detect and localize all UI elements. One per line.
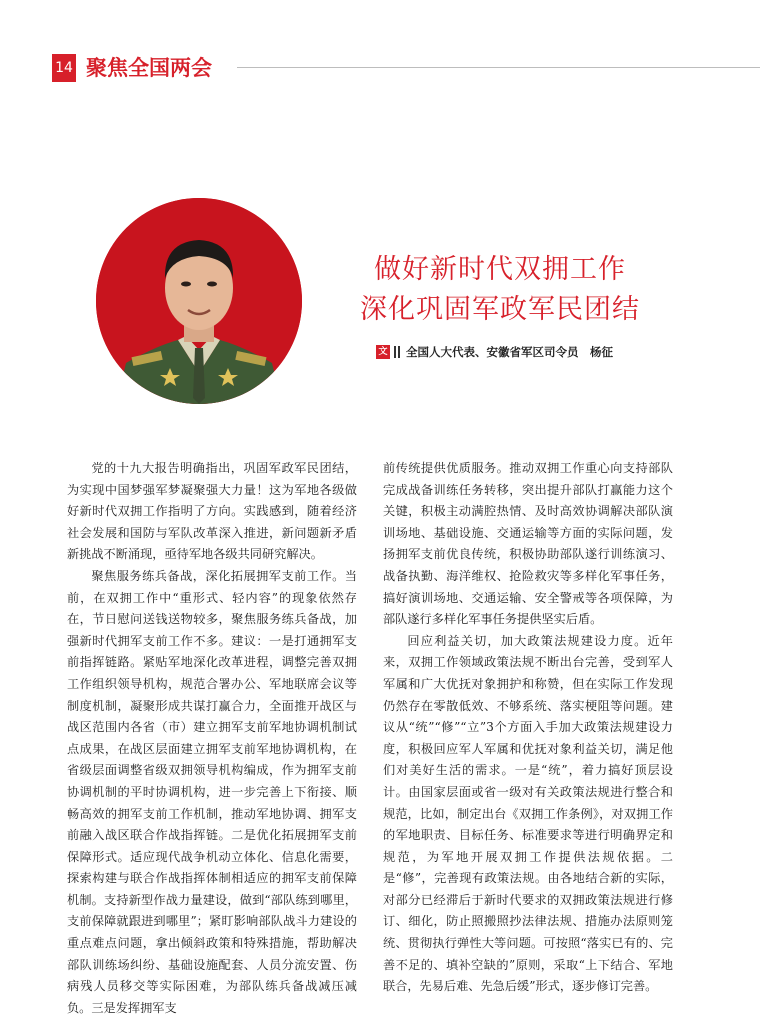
article-column-right [383,458,673,998]
byline-tag: 文 [376,345,390,359]
paragraph: 党的十九大报告明确指出，巩固军政军民团结，为实现中国梦强军梦凝聚强大力量！这为军地各级做好新时代双拥工作指明了方向。实践感到，随着经济社会发展和国防与军队改革深入推进，新问题新矛盾新挑战不断涌现，亟待军地各级共同研究解决。 [67,461,357,562]
article-title-line-2: 深化巩固军政军民团结 [360,294,640,325]
byline-author: 全国人大代表、安徽省军区司令员 杨征 [406,345,613,359]
paragraph: 回应利益关切，加大政策法规建设力度。近年来，双拥工作领域政策法规不断出台完善，受到军人军属和广大优抚对象拥护和称赞，但在实际工作发现仍然存在零散低效、不够系统、落实梗阻等问题。建议从“统”“修”“立”3个方面入手加大政策法规建设力度，积极回应军人军属和优抚对象利益关切，满足他们对美好生活的需求。一是“统”，着力搞好顶层设计。由国家层面或省一级对有关政策法规进行整合和规范，比如，制定出台《双拥工作条例》，对双拥工作的军地职责、目标任务、标准要求等进行明确界定和规范，为军地开展双拥工作提供法规依据。二是“修”，完善现有政策法规。由各地结合新的实际，对部分已经滞后于新时代要求的双拥政策法规进行修订、细化，防止照搬照抄法律法规、措施办法原则笼统、贯彻执行弹性大等问题。可按照“落实已有的、完善不足的、填补空缺的”原则，采取“上下结合、军地联合，先易后难、先急后缓”形式，逐步修订完善。 [383,633,673,994]
page-header [0,0,760,100]
portrait-illustration [96,198,302,404]
article-title-line-1: 做好新时代双拥工作 [374,254,626,285]
author-portrait [96,198,302,404]
byline [376,344,613,360]
paragraph-continued: 前传统提供优质服务。推动双拥工作重心向支持部队完成战备训练任务转移，突出提升部队打赢能力这个关键，积极主动满腔热情、及时高效协调解决部队演训场地、基础设施、交通运输等方面的实际问题，发扬拥军支前优良传统，积极协助部队遂行训练演习、战备执勤、海洋维权、抢险救灾等多样化军事任务，搞好演训场地、交通运输、安全警戒等各项保障，为部队遂行多样化军事任务提供坚实后盾。 [383,461,673,627]
section-title: 聚焦全国两会 [86,56,212,80]
byline-divider [398,346,400,358]
header-rule [237,67,760,68]
article-column-left [67,458,357,1019]
byline-divider [394,346,396,358]
page-number: 14 [52,54,76,82]
paragraph: 聚焦服务练兵备战，深化拓展拥军支前工作。当前，在双拥工作中“重形式、轻内容”的现象依然存在，节日慰问送钱送物较多，聚焦服务练兵备战，加强新时代拥军支前工作不多。建议：一是打通拥军支前指挥链路。紧贴军地深化改革进程，调整完善双拥工作组织领导机构，规范合署办公、军地联席会议等制度机制，凝聚形成共谋打赢合力，全面推开战区与战区范围内各省（市）建立拥军支前军地协调机制试点成果，在战区层面建立拥军支前军地协调机构，在省级层面调整省级双拥领导机构编成，作为拥军支前协调机制的平时协调机构，进一步完善上下衔接、顺畅高效的拥军支前工作机制，推动军地协调、拥军支前融入战区联合作战指挥链。二是优化拓展拥军支前保障形式。适应现代战争机动立体化、信息化需要，探索构建与联合作战指挥体制相适应的拥军支前保障机制。支持新型作战力量建设，做到“部队练到哪里，支前保障就跟进到哪里”；紧盯影响部队战斗力建设的重点难点问题，拿出倾斜政策和特殊措施，帮助解决部队训练场纠纷、基础设施配套、人员分流安置、伤病残人员移交等实际困难，为部队练兵备战减压减负。三是发挥拥军支 [67,568,357,1015]
